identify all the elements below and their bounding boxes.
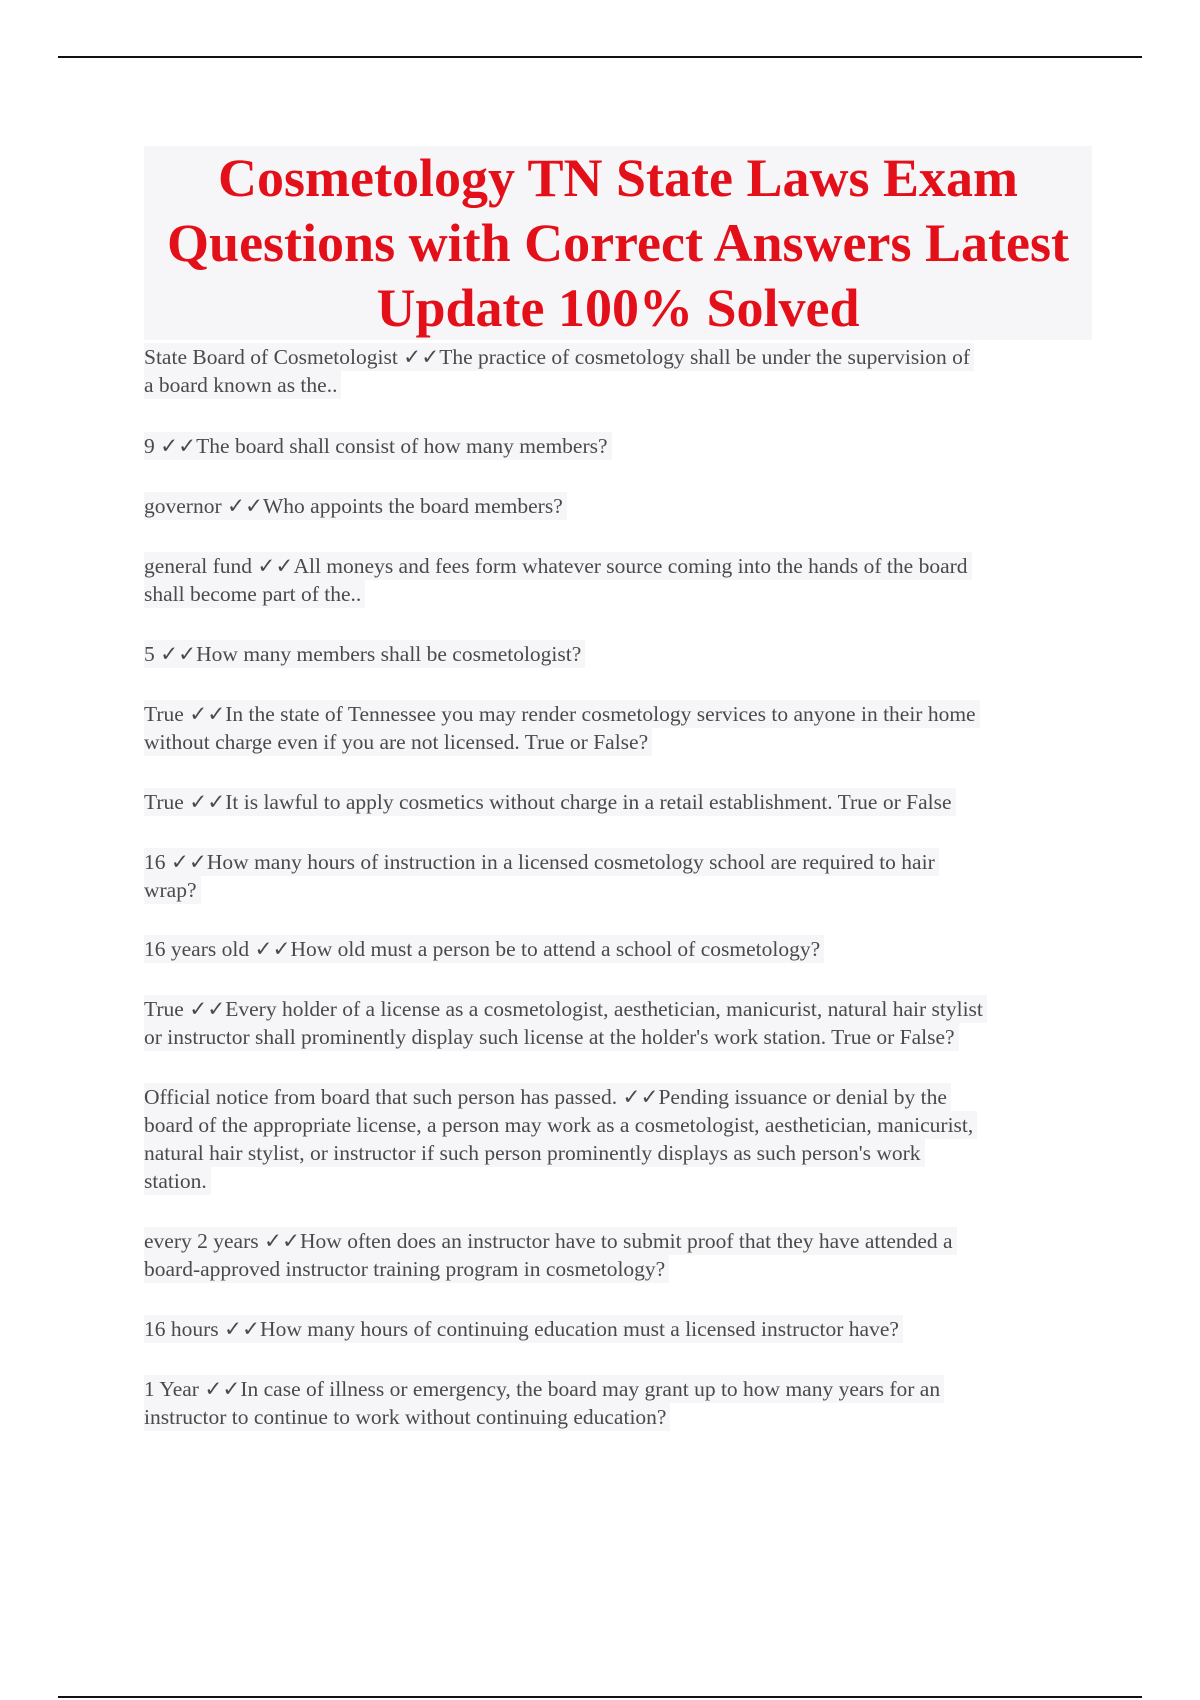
- qa-text-line: shall become part of the..: [144, 580, 365, 608]
- qa-item: [144, 1083, 1094, 1195]
- qa-item: [144, 995, 1094, 1051]
- qa-text-line: True ✓✓In the state of Tennessee you may render cosmetology services to anyone in their home: [144, 700, 980, 728]
- qa-text-line: or instructor shall prominently display such license at the holder's work station. True or False?: [144, 1023, 959, 1051]
- qa-item: [144, 492, 1094, 520]
- qa-item: [144, 640, 1094, 668]
- qa-text-line: True ✓✓It is lawful to apply cosmetics without charge in a retail establishment. True or False: [144, 788, 956, 816]
- qa-text-line: without charge even if you are not licensed. True or False?: [144, 728, 652, 756]
- qa-item: [144, 700, 1094, 756]
- qa-text-line: general fund ✓✓All moneys and fees form whatever source coming into the hands of the board: [144, 552, 972, 580]
- qa-text-line: governor ✓✓Who appoints the board members?: [144, 492, 567, 520]
- qa-text-line: True ✓✓Every holder of a license as a cosmetologist, aesthetician, manicurist, natural hair stylist: [144, 995, 987, 1023]
- qa-text-line: 1 Year ✓✓In case of illness or emergency, the board may grant up to how many years for an: [144, 1375, 944, 1403]
- qa-text-line: State Board of Cosmetologist ✓✓The practice of cosmetology shall be under the supervision of: [144, 343, 974, 371]
- qa-item: [144, 1375, 1094, 1431]
- qa-text-line: every 2 years ✓✓How often does an instructor have to submit proof that they have attended a: [144, 1227, 957, 1255]
- qa-item: [144, 848, 1094, 904]
- qa-text-line: 16 years old ✓✓How old must a person be to attend a school of cosmetology?: [144, 935, 824, 963]
- qa-text-line: Official notice from board that such person has passed. ✓✓Pending issuance or denial by the: [144, 1083, 951, 1111]
- title-line: Questions with Correct Answers Latest: [167, 213, 1069, 273]
- qa-text-line: 5 ✓✓How many members shall be cosmetologist?: [144, 640, 585, 668]
- qa-item: [144, 935, 1094, 963]
- qa-text-line: board-approved instructor training program in cosmetology?: [144, 1255, 669, 1283]
- qa-text-line: 16 ✓✓How many hours of instruction in a licensed cosmetology school are required to hair: [144, 848, 939, 876]
- qa-item: [144, 552, 1094, 608]
- title-line: Cosmetology TN State Laws Exam: [218, 148, 1018, 208]
- qa-text-line: a board known as the..: [144, 371, 341, 399]
- qa-text-line: instructor to continue to work without continuing education?: [144, 1403, 670, 1431]
- qa-text-line: natural hair stylist, or instructor if such person prominently displays as such person's work: [144, 1139, 925, 1167]
- title-line: Update 100% Solved: [376, 278, 860, 338]
- qa-item: [144, 343, 1094, 399]
- qa-item: [144, 1315, 1094, 1343]
- qa-text-line: board of the appropriate license, a person may work as a cosmetologist, aesthetician, manicurist,: [144, 1111, 977, 1139]
- top-rule: [58, 56, 1142, 58]
- qa-text-line: station.: [144, 1167, 211, 1195]
- qa-text-line: 9 ✓✓The board shall consist of how many members?: [144, 432, 612, 460]
- qa-item: [144, 788, 1094, 816]
- qa-text-line: 16 hours ✓✓How many hours of continuing education must a licensed instructor have?: [144, 1315, 903, 1343]
- qa-item: [144, 432, 1094, 460]
- document-title: [144, 146, 1092, 340]
- bottom-rule: [58, 1696, 1142, 1698]
- qa-text-line: wrap?: [144, 876, 201, 904]
- qa-item: [144, 1227, 1094, 1283]
